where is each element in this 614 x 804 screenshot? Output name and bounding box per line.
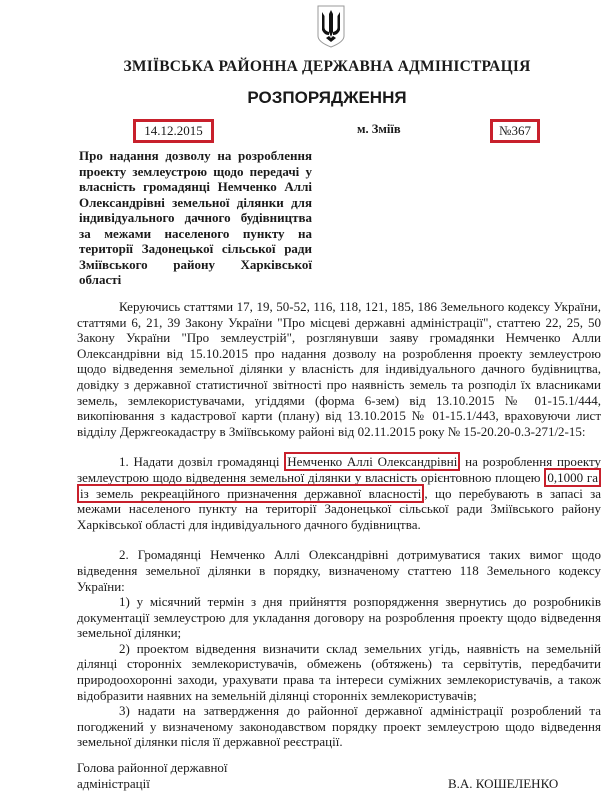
document-number: №367 bbox=[490, 119, 540, 143]
signatory-name: В.А. КОШЕЛЕНКО bbox=[448, 776, 559, 791]
item-1-paragraph bbox=[77, 454, 601, 532]
preamble-paragraph: Керуючись статтями 17, 19, 50-52, 116, 118, 121, 185, 186 Земельного кодексу України, статтями 6, 21, 39 Закону України "Про місцеві державні адміністрації", статтею 22, 25, 50 Закону України "Про землеустрій", розглянувши заяву громадянки Немченко Алли Олександрівни від 15.10.2015 про надання дозволу на розроблення проекту землеустрою щодо відведення земельної ділянки у власність для індивідуального дачного будівництва, довідку з державної статистичної звітності про наявність земель та розподіл їх власниками земель, землекористувачами, угіддями (форма 6-зем) від 13.10.2015 № 01-15.1/444, викопіювання з кадастрової карти (плану) від 13.10.2015 № 01-15.1/443, враховуючи лист відділу Держгеокадастру в Зміївському районі від 02.11.2015 року № 15-20.20-0.3-271/2-15: bbox=[77, 299, 601, 439]
item-1-text: , що перебувають в запасі за межами населеного пункту на території Задонецької сільської ради Зміївського району Харківської області для індивідуального дачного будівництва. bbox=[77, 485, 602, 532]
document-city: м. Зміїв bbox=[357, 122, 401, 136]
item-2-subitem-1: 1) у місячний термін з дня прийняття розпорядження звернутись до розробників документації землеустрою для укладання договору на розроблення проекту щодо відведення земельної ділянки; bbox=[77, 594, 601, 641]
item-2-subitem-3: 3) надати на затвердження до районної державної адміністрації розроблений та погоджений у визначеному законодавством порядку проект землеустрою щодо відведення земельної ділянки після її державної реєстрації. bbox=[77, 703, 601, 750]
item-2-subitem-2: 2) проектом відведення визначити склад земельних угідь, наявність на земельній ділянці сторонніх землекористувачів, обмежень (обтяжень) та сервітутів, передбачити природоохоронні заходи, урахувати права та інтереси суміжних землекористувачів, а також відобразити наявних на земельній ділянці сторонніх землекористувачів; bbox=[77, 640, 601, 703]
trident-coat-of-arms-icon bbox=[316, 4, 346, 48]
document-body bbox=[77, 299, 601, 750]
organization-name: ЗМІЇВСЬКА РАЙОННА ДЕРЖАВНА АДМІНІСТРАЦІЯ bbox=[123, 58, 531, 75]
document-subject: Про надання дозволу на розроблення проекту землеустрою щодо передачі у власність громадянці Немченко Аллі Олександрівні земельної ділянки для індивідуального дачного будівництва за межами населеного пункту на території Задонецької сільської ради Зміївського району Харківської області bbox=[79, 148, 312, 287]
item-1-text: на розроблення проекту землеустрою щодо відведення земельної ділянки у власність орієнтовною площею bbox=[77, 454, 602, 485]
document-date: 14.12.2015 bbox=[133, 119, 214, 143]
highlighted-citizen-name: Немченко Аллі Олександрівні bbox=[284, 452, 460, 471]
signatory-position-line-1: Голова районної державної bbox=[77, 760, 228, 775]
signatory-position-line-2: адміністрації bbox=[77, 776, 150, 791]
highlighted-land-area: 0,1000 га bbox=[544, 468, 601, 487]
document-type-title: РОЗПОРЯДЖЕННЯ bbox=[247, 88, 407, 107]
item-2-paragraph: 2. Громадянці Немченко Аллі Олександрівні дотримуватися таких вимог щодо відведення земельної ділянки в порядку, визначеному статтею 118 Земельного кодексу України: bbox=[77, 547, 601, 594]
highlighted-land-category: із земель рекреаційного призначення державної власності bbox=[77, 484, 424, 503]
signatory-position bbox=[77, 760, 228, 792]
item-1-text: 1. Надати дозвіл громадянці bbox=[119, 454, 285, 470]
